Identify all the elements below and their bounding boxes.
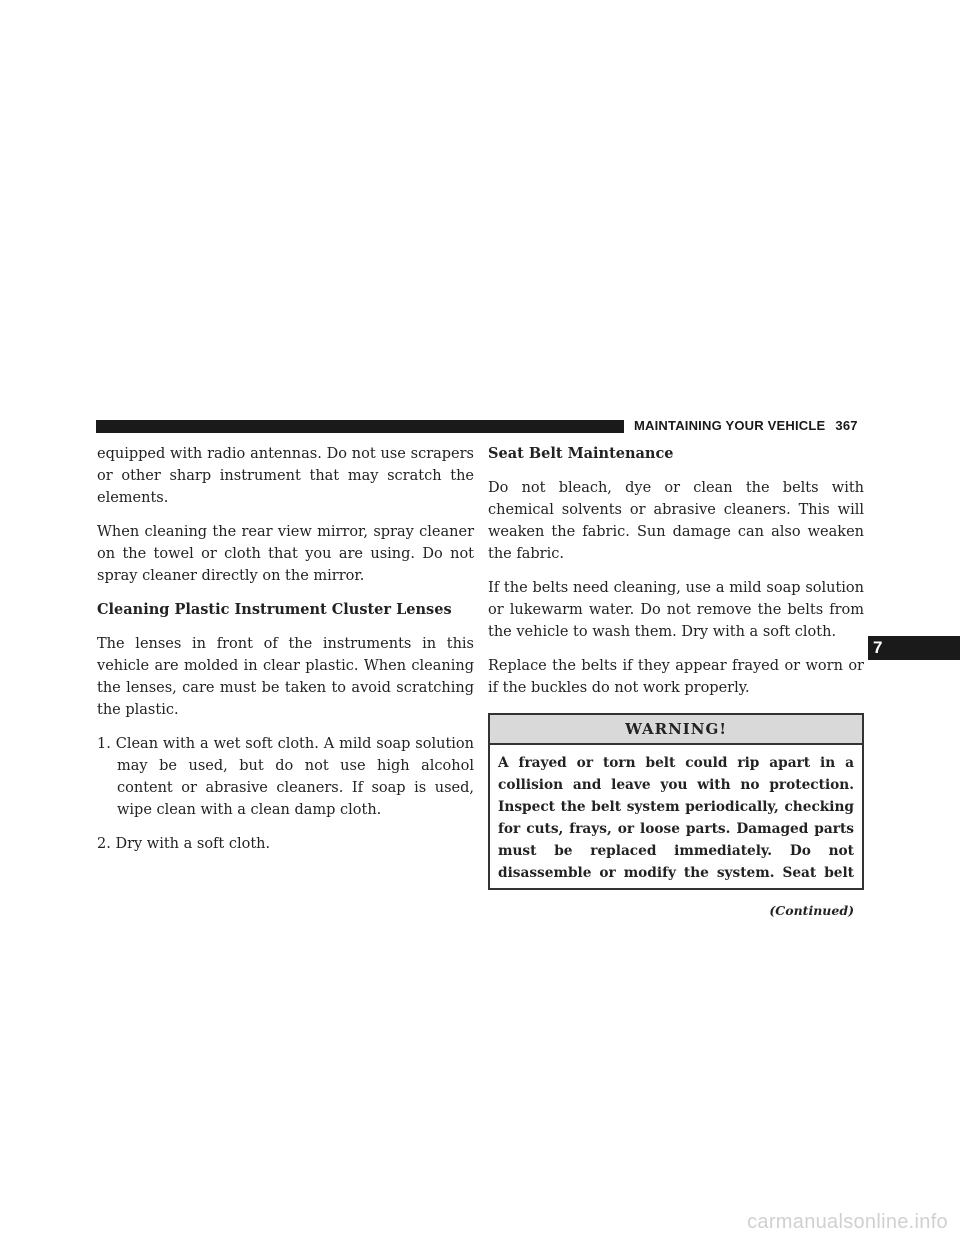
section-heading: Cleaning Plastic Instrument Cluster Lenses	[97, 601, 452, 618]
paragraph: When cleaning the rear view mirror, spray cleaner on the towel or cloth that you are using. Do not spray cleaner directly on the mirror.	[97, 524, 474, 584]
warning-body: A frayed or torn belt could rip apart in a collision and leave you with no protection. Inspect the belt system periodically, checking for cuts, frays, or loose parts. Damaged parts must be replaced immediately. Do not disassemble or modify the system. Seat belt	[498, 755, 854, 881]
page-number: 367	[835, 418, 858, 433]
list-item: 2. Dry with a soft cloth.	[97, 836, 271, 852]
steps-list	[97, 733, 474, 855]
watermark: carmanualsonline.info	[747, 1211, 948, 1233]
paragraph: The lenses in front of the instruments in this vehicle are molded in clear plastic. When cleaning the lenses, care must be taken to avoid scratching the plastic.	[97, 636, 474, 718]
chapter-tab: 7	[868, 636, 960, 660]
paragraph: Do not bleach, dye or clean the belts with chemical solvents or abrasive cleaners. This will weaken the fabric. Sun damage can also weaken the fabric.	[488, 480, 864, 562]
section-title: MAINTAINING YOUR VEHICLE	[634, 418, 826, 433]
running-header	[634, 418, 858, 433]
right-column	[488, 443, 864, 922]
warning-box	[488, 713, 864, 890]
left-column	[97, 443, 474, 867]
section-heading: Seat Belt Maintenance	[488, 445, 674, 462]
list-item: 1. Clean with a wet soft cloth. A mild soap solution may be used, but do not use high alcohol content or abrasive cleaners. If soap is used, wipe clean with a clean damp cloth.	[97, 736, 474, 818]
warning-title: WARNING!	[490, 715, 862, 745]
paragraph: equipped with radio antennas. Do not use scrapers or other sharp instrument that may scratch the elements.	[97, 446, 474, 506]
paragraph: If the belts need cleaning, use a mild soap solution or lukewarm water. Do not remove the belts from the vehicle to wash them. Dry with a soft cloth.	[488, 580, 864, 640]
paragraph: Replace the belts if they appear frayed or worn or if the buckles do not work properly.	[488, 658, 864, 696]
continued-label: (Continued)	[769, 903, 854, 918]
header-rule	[96, 420, 624, 433]
